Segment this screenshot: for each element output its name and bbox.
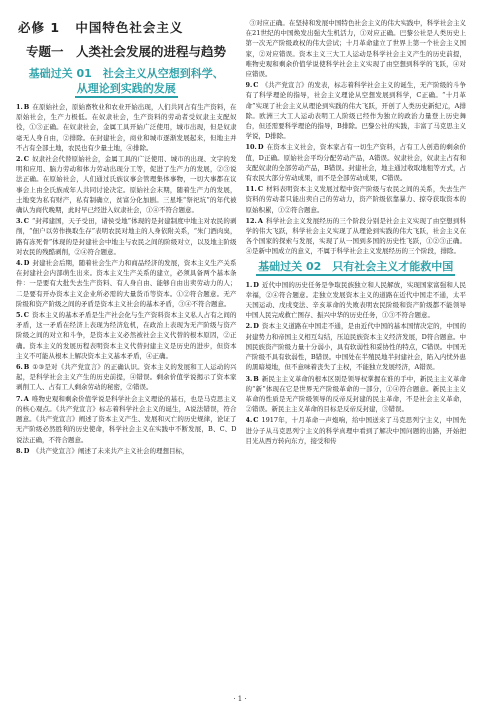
answer-number: 12. (245, 216, 257, 225)
answer-number: 3. (16, 217, 23, 226)
answer-explanation: 奴隶社会代替原始社会，金属工具的广泛使用、城市的出现、文字的发明和应用、脑力劳动和体力劳动出现分工等，促进了生产力的发展，②③说法正确。在原始社会，人们通过氏族议事会管理集体事物，一切大事都在议事会上由全氏族成年人共同讨论决定。原始社会末期，随着生产力的发展，土地变为私有财产，私有制确立，贫富分化加剧。三星堆“祭祀坑”的年代被确认为商代晚期，此时早已经进入奴隶社会，①④不符合题意。 (16, 155, 237, 215)
answer-number: 4. (16, 259, 23, 268)
answer-explanation: 资本主义道路在中国走不通，是由近代中国的基本国情决定的，中国的封建势力和帝国主义相互勾结，压迫民族资本主义经济发展，D符合题意。中国民族资产阶级力量十分弱小，具有软弱性和妥协性的特点，C错误。中国无产阶级不具有软弱性，B错误。中国处在半殖民地半封建社会，陷入内忧外患的黑暗境地，但不意味着丧失了主权，不能独立发展经济，A错误。 (245, 322, 466, 372)
answer-choice: D (257, 143, 264, 152)
answer-explanation: “封邦建国，天子受田，诸侯受地”体现的是封建制度中地主对农民的剥削，“佃户以劳作换取生存”表明农民对地主的人身依附关系，“朱门酒肉臭，路有冻死骨”体现的是封建社会中地主与农民之间的阶级对立，以及地主阶级对农民的残酷剥削，②④符合题意。 (16, 217, 237, 256)
right-answers-2 (246, 280, 467, 446)
answer-item (246, 18, 467, 79)
answer-item (16, 216, 237, 257)
left-column (16, 18, 237, 694)
answer-choice: A (23, 394, 29, 403)
answer-item (246, 184, 467, 215)
answer-item (246, 280, 467, 321)
answer-number: 11. (245, 185, 257, 194)
answer-item (246, 216, 467, 257)
answer-choice: C (257, 185, 263, 194)
answer-number: 5. (16, 311, 23, 320)
answer-explanation: 新民主主义革命的根本区别是领导权掌握在谁的手中，新民主主义革命的“新”体现在它是世界无产阶级革命的一部分，①④符合题意。新民主主义革命的性质是无产阶级领导的反帝反封建的民主革命，不是社会主义革命，②错误。新民主主义革命的目标是反帝反封建，③错误。 (245, 374, 466, 414)
book-label: 必修 1 (18, 20, 61, 35)
answer-item (16, 394, 237, 445)
answer-number: 2. (16, 155, 23, 164)
answer-explanation: ③对应正确。在坚持和发展中国特色社会主义的伟大实践中，科学社会主义在21世纪的中国焕发出强大生机活力，①对应正确。巴黎公社是人类历史上第一次无产阶级政权的伟大尝试；十月革命建立了世界上第一个社会主义国家，②对应错误。资本主义三大工人运动是科学社会主义产生的历史前提，唯物史观和剩余价值学说使科学社会主义实现了由空想到科学的飞跃，④对应错误。 (245, 19, 466, 79)
answer-item (246, 80, 467, 141)
answer-choice: B (253, 374, 259, 383)
answer-explanation: 资本主义的基本矛盾是生产社会化与生产资料资本主义私人占有之间的矛盾，这一矛盾在经济上表现为经济危机，在政治上表现为无产阶级与资产阶级之间的对立和斗争，是资本主义必然被社会主义代替的根本原因，②正确。资本主义的发展历程表明资本主义代替封建主义是历史的进步，但资本主义不可能从根本上解决资本主义基本矛盾，④正确。 (16, 311, 237, 360)
section-heading-1: 基础过关 01 社会主义从空想到科学、 从理论到实践的发展 (16, 66, 237, 98)
answer-number: 1. (245, 280, 253, 289)
answer-explanation: 材料表明资本主义发展过程中资产阶级与农民之间的关系，失去生产资料的劳动者只能出卖自己的劳动力，资产阶级依靠暴力、掠夺获取资本的原始积累，①②符合题意。 (245, 185, 466, 214)
answer-item (16, 446, 237, 456)
answer-number: 2. (245, 322, 253, 331)
answer-choice: B (23, 103, 30, 111)
answer-choice: A (257, 216, 263, 225)
answer-item (16, 102, 237, 153)
answer-number: 8. (16, 446, 23, 455)
answer-choice: C (253, 416, 259, 425)
answer-number: 7. (16, 394, 23, 403)
answer-item (16, 258, 237, 309)
answer-explanation: 科学社会主义发展经历的三个阶段分别是社会主义实现了由空想到科学的伟大飞跃，科学社会主义实现了从理论到实践的伟大飞跃，社会主义在各个国家的探索与发展，实现了从一国到多国的历史性飞跃，①②③正确。④是新中国成立的意义，不属于科学社会主义发展经历的三个阶段，排除。 (245, 216, 466, 256)
answer-explanation: 近代中国的历史任务是争取民族独立和人民解放，实现国家富强和人民幸福，②④符合题意。走独立发展资本主义的道路在近代中国走不通，太平天国运动、戊戌变法、辛亥革命的失败表明农民阶级和资产阶级都不能领导中国人民完成救亡图存、振兴中华的历史任务，①③不符合题意。 (245, 280, 466, 320)
book-name: 中国特色社会主义 (75, 20, 184, 35)
left-answers (16, 102, 237, 456)
answer-choice: D (23, 446, 30, 455)
answer-choice: D (23, 259, 30, 268)
answer-choice: D (253, 322, 259, 331)
answer-item (16, 362, 237, 393)
answer-item (246, 142, 467, 183)
answer-item (246, 415, 467, 446)
answer-explanation: ①③是对《共产党宣言》的正确认识。资本主义的发展和工人运动的兴起，是科学社会主义产生的历史前提，④错误。剩余价值学说揭示了资本家剥削工人、占有工人剩余劳动的秘密，②错误。 (16, 363, 237, 392)
answer-explanation: 《共产党宣言》的发表，标志着科学社会主义的诞生，无产阶级的斗争有了科学理论的指导，社会主义理论从空想发展到科学，C正确。“十月革命”实现了社会主义从理论到实践的伟大飞跃，开创了人类历史新纪元，A排除。欧洲三大工人运动表明工人阶级已经作为独立的政治力量登上历史舞台，但还需要科学理论的指导，B排除。巴黎公社的实践，丰富了马克思主义学说，D排除。 (245, 81, 466, 141)
answer-number: 10. (245, 143, 257, 152)
answer-explanation: 唯物史观和剩余价值学说是科学社会主义理论的基石，也是马克思主义的核心观点。《共产党宣言》标志着科学社会主义的诞生，A说法错误，符合题意。《共产党宣言》阐述了资本主义产生、发展和灭亡的历史规律，论证了无产阶级必然胜利的历史使命，科学社会主义在实践中不断发展，B、C、D说法正确，不符合题意。 (16, 394, 237, 444)
answer-number: 6. (16, 363, 23, 372)
answer-number: 9. (245, 81, 253, 90)
answer-item (246, 374, 467, 415)
answer-number: 1. (16, 103, 23, 111)
topic-title: 专题一 人类社会发展的进程与趋势 (26, 44, 227, 59)
answer-item (16, 310, 237, 361)
answer-choice: B (23, 363, 30, 372)
answer-choice: C (23, 217, 29, 226)
page-number: · 1 · (233, 695, 247, 703)
answer-choice: C (23, 311, 29, 320)
right-column (246, 18, 467, 694)
right-answers (246, 18, 467, 257)
answer-choice: C (253, 81, 259, 90)
answer-explanation: 在资本主义社会，资本家占有一切生产资料，占有工人创造的剩余价值，D正确。原始社会平均分配劳动产品，A错误。奴隶社会，奴隶主占有和支配奴隶的全部劳动产品，B错误。封建社会，地主通过收取地租等方式，占有农民大部分劳动成果，而不是全部劳动成果，C错误。 (245, 143, 466, 183)
answer-choice: C (23, 155, 29, 164)
answer-item (246, 321, 467, 372)
section-heading-2: 基础过关 02 只有社会主义才能救中国 (246, 259, 467, 276)
answer-explanation: 封建社会后期，随着社会生产力和商品经济的发展，资本主义生产关系在封建社会内部萌生出来。资本主义生产关系的建立，必须具备两个基本条件：一是要有大批失去生产资料、有人身自由、能够自由出卖劳动力的人；二是要有开办资本主义企业所必需的大量货币等资本。①②符合题意。无产阶级和资产阶级之间的矛盾是资本主义社会的基本矛盾，③④不符合题意。 (16, 259, 237, 308)
answer-item (16, 154, 237, 215)
answer-choice: D (253, 280, 259, 289)
answer-explanation: 《共产党宣言》阐述了未来共产主义社会的理想目标， (32, 446, 189, 455)
answer-number: 4. (245, 416, 253, 425)
answer-explanation: 在原始社会，原始畜牧业和农业开始出现，人们共同占有生产资料，在原始社会，生产力极低。在奴隶社会，生产资料的劳动者受奴隶主支配奴役，①③正确。在奴隶社会，金属工具开始广泛使用，城市出现，但是奴隶毫无人身自由，②排除。在封建社会，商业和城市逐渐发展起来，但地主并不占有全部土地，农民也有少量土地，④排除。 (16, 103, 237, 152)
answer-number: 3. (245, 374, 253, 383)
answer-explanation: 1917年，十月革命一声炮响，给中国送来了马克思列宁主义，中国先进分子从马克思列宁主义的科学真理中看到了解决中国问题的出路，开始把目光从西方转向东方，接受和传 (245, 416, 466, 445)
book-title (18, 18, 237, 36)
